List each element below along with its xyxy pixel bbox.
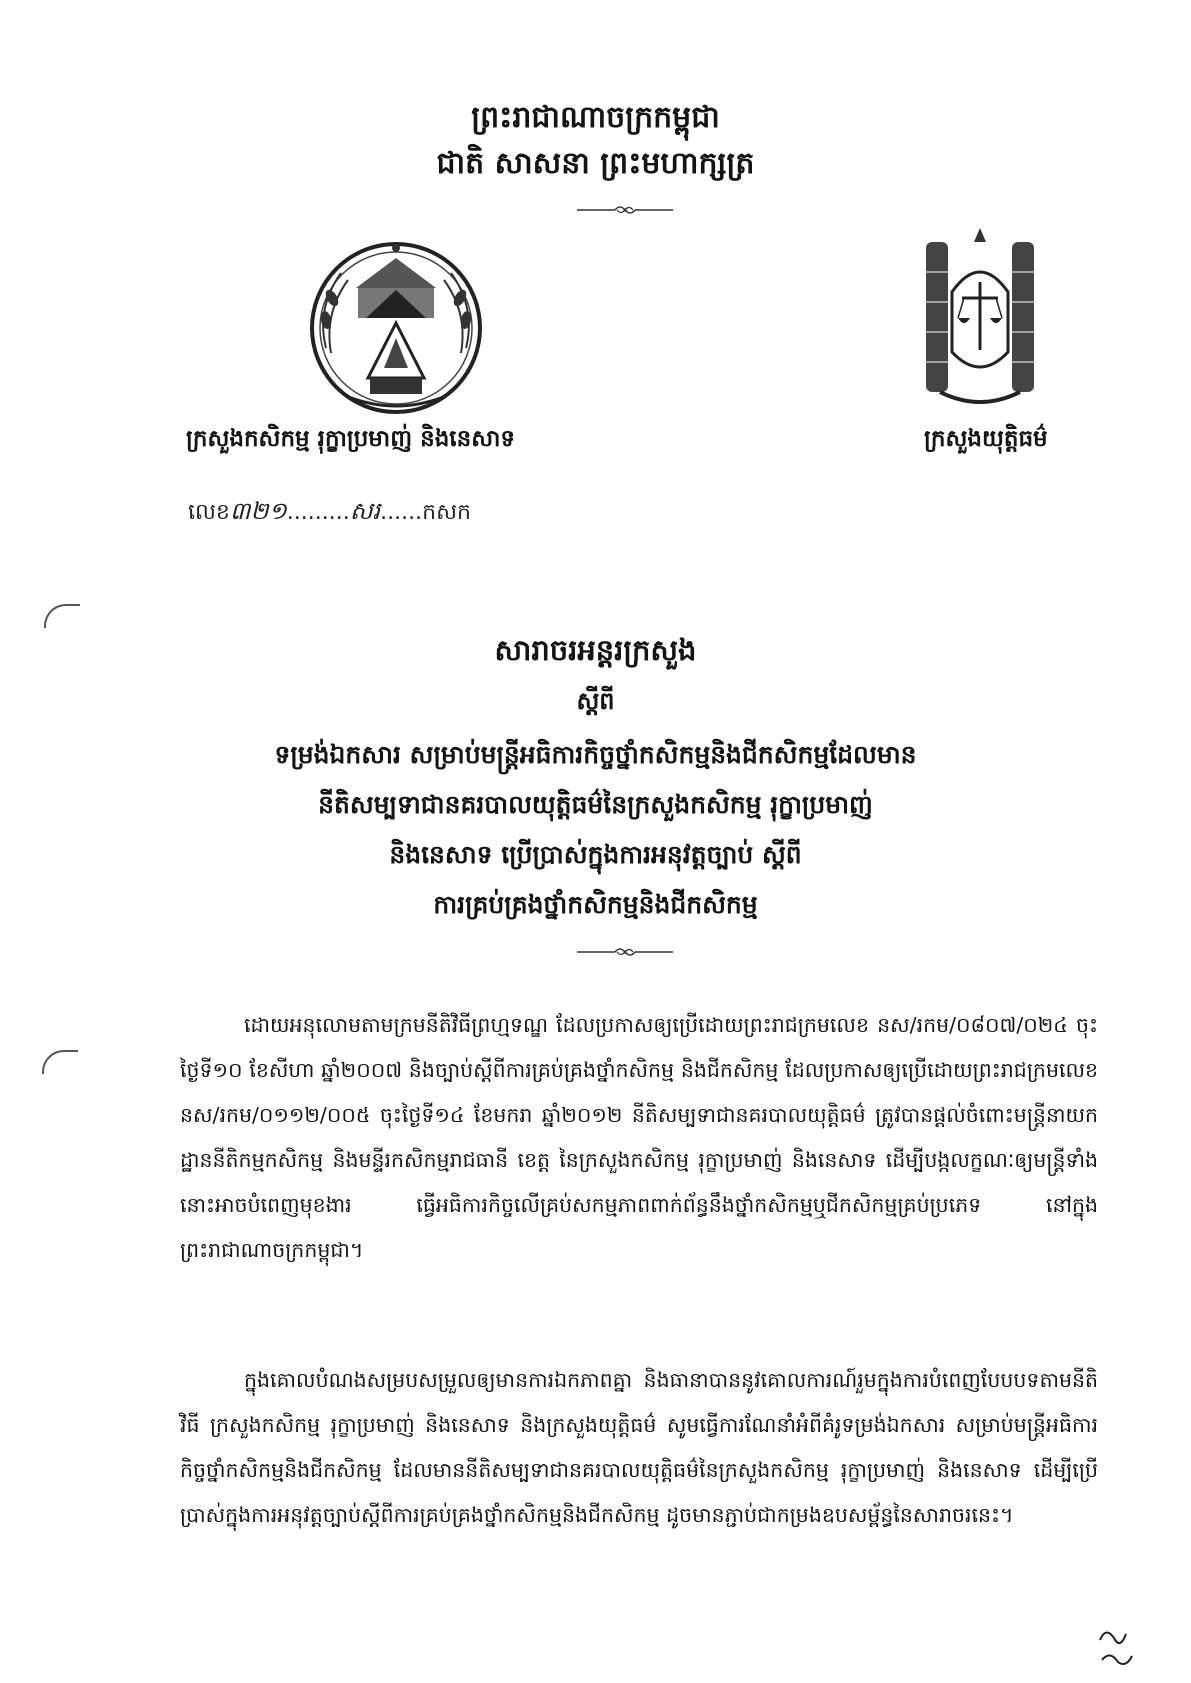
- reference-suffix: កសក: [422, 500, 472, 525]
- document-about: ស្តីពី: [576, 687, 615, 715]
- punch-hole-mark: [42, 1050, 78, 1074]
- reference-dots-1: .........: [286, 500, 350, 525]
- subject-line: និងនេសាទ ប្រើប្រាស់ក្នុងការអនុវត្តច្បាប់ ស្តីពី: [389, 840, 802, 869]
- ministry-agriculture-emblem: [296, 228, 496, 428]
- subject-line: ទម្រង់ឯកសារ សម្រាប់មន្ត្រីអធិការកិច្ចថ្នាំកសិកម្មនិងជីកសិកម្មដែលមាន: [274, 740, 917, 769]
- reference-number-value: ៣២១: [229, 497, 287, 525]
- reference-dots-2: ......: [380, 500, 423, 525]
- punch-hole-mark: [44, 604, 80, 628]
- reference-number: [188, 496, 471, 531]
- body-paragraph-2: ក្នុងគោលបំណងសម្របសម្រួលឲ្យមានការឯកភាពគ្នា និងធានាបាននូវគោលការណ៍រួមក្នុងការបំពេញបែបបទតាមនីតិវិធី ក្រសួងកសិកម្ម រុក្ខាប្រមាញ់ និងនេសាទ និងក្រសួងយុត្តិធម៌ សូមធ្វើការណែនាំអំពីគំរូទម្រង់ឯកសារ សម្រាប់មន្ត្រីអធិការកិច្ចថ្នាំកសិកម្មនិងជីកសិកម្ម ដែលមាននីតិសម្បទាជានគរបាលយុត្តិធម៌នៃក្រសួងកសិកម្ម រុក្ខាប្រមាញ់ និងនេសាទ ដើម្បីប្រើប្រាស់ក្នុងការអនុវត្តច្បាប់ស្តីពីការគ្រប់គ្រងថ្នាំកសិកម្មនិងជីកសិកម្ម ដូចមានភ្ជាប់ជាកម្រងឧបសម្ព័ន្ធនៃសារាចរនេះ។: [180, 1368, 1098, 1527]
- reference-code: សរ: [349, 497, 381, 525]
- divider-ornament: [575, 945, 675, 959]
- handwritten-initial-mark: [1092, 1620, 1162, 1670]
- document-title: សារាចរអន្តរក្រសួង: [494, 633, 697, 667]
- reference-prefix: លេខ: [188, 500, 230, 525]
- ministry-justice-emblem: [920, 222, 1040, 412]
- body-paragraph-1: ដោយអនុលោមតាមក្រមនីតិវិធីព្រហ្មទណ្ឌ ដែលប្រកាសឲ្យប្រើដោយព្រះរាជក្រមលេខ នស/រកម/០៨០៧/០២៤ ចុះថ្ងៃទី១០ ខែសីហា ឆ្នាំ២០០៧ និងច្បាប់ស្តីពីការគ្រប់គ្រងថ្នាំកសិកម្ម និងជីកសិកម្ម ដែលប្រកាសឲ្យប្រើដោយព្រះរាជក្រមលេខ នស/រកម/០១១២/០០៥ ចុះថ្ងៃទី១៤ ខែមករា ឆ្នាំ២០១២ នីតិសម្បទាជានគរបាលយុត្តិធម៌ ត្រូវបានផ្តល់ចំពោះមន្ត្រីនាយកដ្ឋាននីតិកម្មកសិកម្ម និងមន្ទីរកសិកម្មរាជធានី ខេត្ត នៃក្រសួងកសិកម្ម រុក្ខាប្រមាញ់ និងនេសាទ ដើម្បីបង្កលក្ខណៈឲ្យមន្ត្រីទាំងនោះអាចបំពេញមុខងារ ធ្វើអធិការកិច្ចលើគ្រប់សកម្មភាពពាក់ព័ន្ធនឹងថ្នាំកសិកម្មឬជីកសិកម្មគ្រប់ប្រភេទ នៅក្នុងព្រះរាជាណាចក្រកម្ពុជា។: [180, 1013, 1098, 1262]
- national-motto: ជាតិ សាសនា ព្រះមហាក្សត្រ: [436, 146, 755, 181]
- kingdom-title: ព្រះរាជាណាចក្រកម្ពុជា: [471, 100, 720, 135]
- document-subject: [150, 730, 1041, 930]
- ministry-justice-name: ក្រសួងយុត្តិធម៌: [924, 426, 1048, 452]
- subject-line: ការគ្រប់គ្រងថ្នាំកសិកម្មនិងជីកសិកម្ម: [433, 890, 758, 919]
- subject-line: នីតិសម្បទាជានគរបាលយុត្តិធម៌នៃក្រសួងកសិកម្ម រុក្ខាប្រមាញ់: [318, 790, 873, 819]
- divider-ornament: [575, 203, 675, 217]
- ministry-agriculture-name: ក្រសួងកសិកម្ម រុក្ខាប្រមាញ់ និងនេសាទ: [186, 426, 516, 452]
